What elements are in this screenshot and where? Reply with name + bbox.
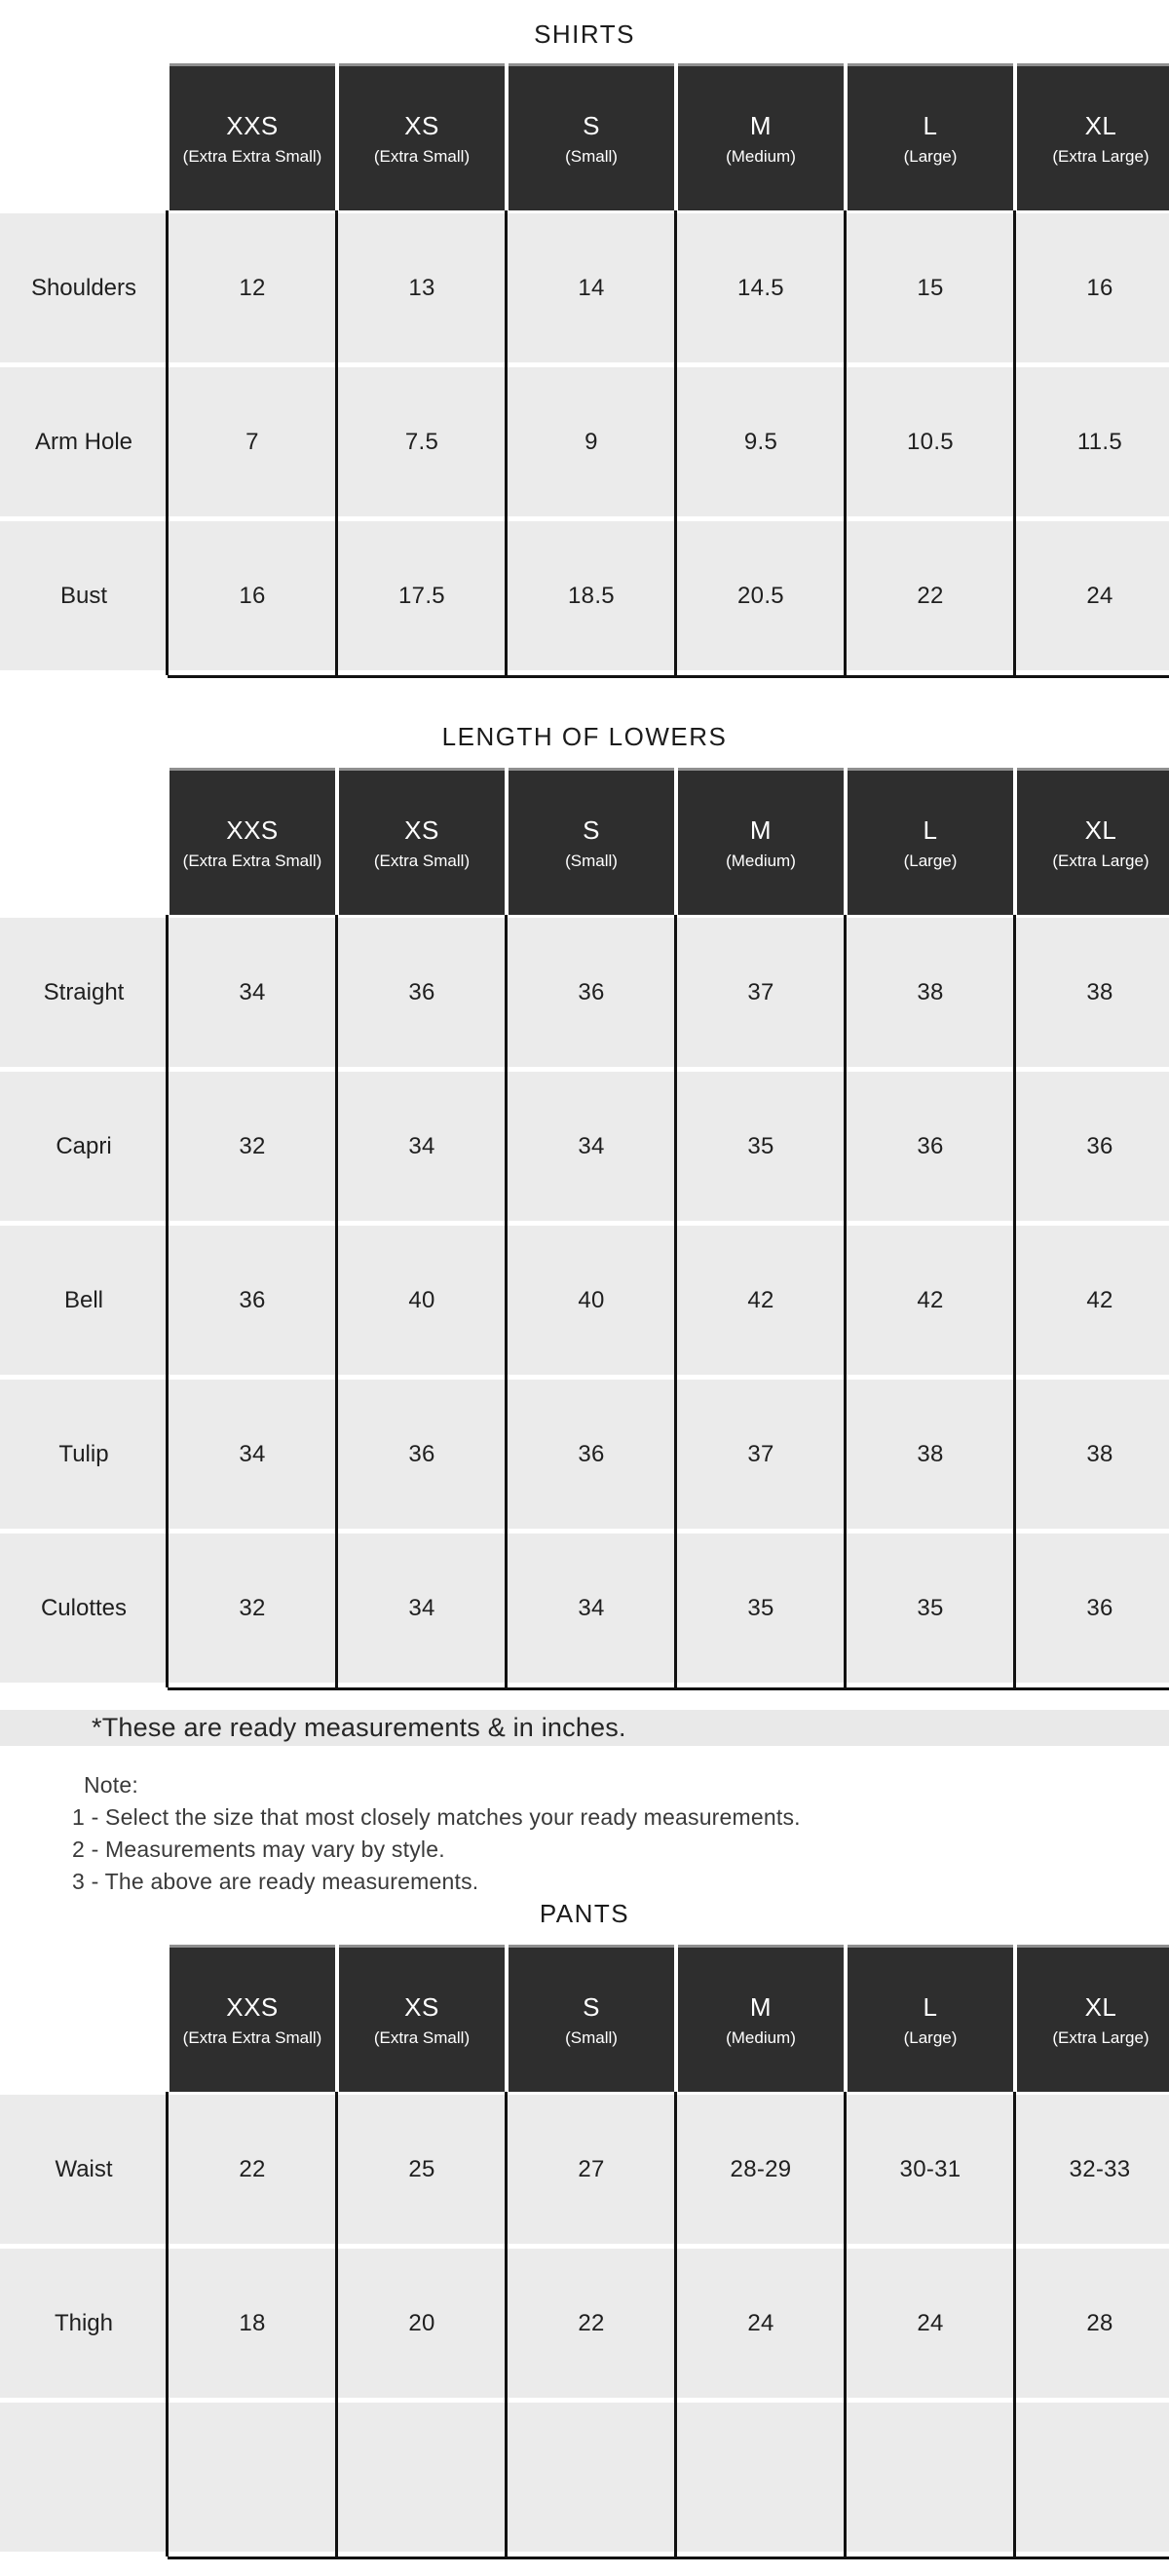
size-column-slot [1015,63,1169,210]
column-border-line [674,210,677,675]
table-row [0,918,1169,1067]
shirts-table-mount [0,21,1169,678]
size-column-slot [846,1945,1015,2092]
row-label: Straight [0,918,168,1067]
table-row [0,1534,1169,1683]
size-full-label: (Large) [903,851,958,870]
size-column-header [848,768,1013,915]
measurement-cell: 11.5 [1015,367,1169,516]
size-abbr-label: S [583,110,600,140]
column-border-line [844,915,847,1687]
length-of-lowers-table-mount [0,724,1169,1690]
size-header-row [0,1945,1169,2092]
size-full-label: (Small) [565,146,618,166]
size-abbr-label: L [923,110,938,140]
size-column-slot [507,63,676,210]
size-column-slot [846,63,1015,210]
header-corner-spacer [0,63,168,210]
table-row [0,1380,1169,1529]
table-body [0,2092,1169,2559]
size-column-header [678,768,844,915]
column-border-line [844,210,847,675]
size-abbr-label: M [749,814,773,845]
size-column-slot [1015,768,1169,915]
measurement-cell [337,2403,507,2552]
size-column-header [1017,63,1169,210]
measurement-cell: 32 [168,1072,337,1221]
measurement-cell: 24 [676,2249,846,2398]
size-chart-section-shirts [0,21,1169,678]
measurement-cell: 34 [507,1534,676,1683]
row-label [0,2403,168,2552]
header-corner-spacer [0,1945,168,2092]
size-column-header [170,63,335,210]
size-full-label: (Extra Small) [373,146,471,166]
size-header-row [0,768,1169,915]
measurement-cell: 38 [1015,918,1169,1067]
measurement-cell: 42 [676,1226,846,1375]
size-column-header [509,1945,674,2092]
measurement-cell: 18.5 [507,521,676,670]
measurement-cell: 13 [337,213,507,362]
measurement-cell [1015,2403,1169,2552]
column-border-line [505,210,508,675]
size-full-label: (Small) [565,851,618,870]
size-column-slot [1015,1945,1169,2092]
size-abbr-label: XXS [226,1991,279,2022]
size-column-slot [507,768,676,915]
size-column-header [848,63,1013,210]
size-table-length-of-lowers [0,768,1169,1690]
measurement-cell: 38 [1015,1380,1169,1529]
measurement-cell: 34 [507,1072,676,1221]
column-border-line [335,210,338,675]
size-full-label: (Medium) [726,851,796,870]
table-row [0,213,1169,362]
size-abbr-label: XL [1084,1991,1117,2022]
size-column-header [339,1945,505,2092]
measurement-cell: 36 [846,1072,1015,1221]
measurement-cell: 36 [1015,1534,1169,1683]
measurement-cell: 24 [1015,521,1169,670]
section-title-pants: PANTS [539,1899,630,1928]
size-column-header [339,63,505,210]
table-row [0,2403,1169,2552]
size-full-label: (Extra Large) [1052,2027,1150,2047]
size-chart-section-pants [0,1901,1169,2559]
note-heading: Note: [84,1772,138,1798]
column-border-line [166,210,169,675]
measurement-cell: 36 [337,1380,507,1529]
size-chart-section-length-of-lowers [0,724,1169,1690]
measurement-cell: 27 [507,2095,676,2244]
row-label: Capri [0,1072,168,1221]
size-column-header [678,1945,844,2092]
size-full-label: (Extra Small) [373,851,471,870]
size-full-label: (Large) [903,2027,958,2047]
measurement-cell: 14 [507,213,676,362]
footnote-text: *These are ready measurements & in inches. [92,1713,626,1742]
measurement-cell: 32 [168,1534,337,1683]
measurement-cell: 32-33 [1015,2095,1169,2244]
row-label: Bust [0,521,168,670]
measurement-cell: 22 [507,2249,676,2398]
size-column-slot [846,768,1015,915]
measurement-cell: 42 [846,1226,1015,1375]
row-label: Waist [0,2095,168,2244]
measurement-cell: 24 [846,2249,1015,2398]
measurement-cell: 34 [168,918,337,1067]
row-label: Bell [0,1226,168,1375]
header-corner-spacer [0,768,168,915]
size-column-slot [168,63,337,210]
measurement-cell: 7.5 [337,367,507,516]
table-row [0,1072,1169,1221]
section-title-length-of-lowers: LENGTH OF LOWERS [441,722,728,751]
measurement-cell: 34 [337,1072,507,1221]
measurement-cell: 12 [168,213,337,362]
measurement-cell [846,2403,1015,2552]
table-bottom-border [168,1687,1169,1690]
row-label: Tulip [0,1380,168,1529]
column-border-line [335,2092,338,2557]
measurement-cell: 37 [676,918,846,1067]
table-body [0,915,1169,1690]
pants-table-mount [0,1901,1169,2559]
measurement-cell: 22 [168,2095,337,2244]
measurement-cell: 40 [337,1226,507,1375]
table-row [0,367,1169,516]
column-border-line [166,2092,169,2557]
table-row [0,521,1169,670]
column-border-line [335,915,338,1687]
size-full-label: (Small) [565,2027,618,2047]
note-line: 1 - Select the size that most closely matches your ready measurements. [72,1804,801,1830]
column-border-line [1013,915,1016,1687]
measurement-cell: 15 [846,213,1015,362]
measurement-cell: 40 [507,1226,676,1375]
size-abbr-label: S [583,814,600,845]
column-border-line [674,915,677,1687]
table-row [0,2095,1169,2244]
size-full-label: (Extra Extra Small) [182,851,322,870]
size-header-row [0,63,1169,210]
note-line: 2 - Measurements may vary by style. [72,1837,445,1862]
size-column-slot [337,768,507,915]
measurement-cell: 34 [337,1534,507,1683]
table-row [0,1226,1169,1375]
size-abbr-label: XS [404,110,439,140]
column-border-line [1013,210,1016,675]
size-column-slot [168,768,337,915]
measurement-cell: 36 [507,918,676,1067]
size-abbr-label: XL [1084,110,1117,140]
measurement-cell: 35 [846,1534,1015,1683]
size-column-header [1017,768,1169,915]
measurement-cell: 36 [337,918,507,1067]
size-full-label: (Extra Large) [1052,146,1150,166]
size-abbr-label: XS [404,814,439,845]
measurement-cell: 20.5 [676,521,846,670]
size-full-label: (Medium) [726,2027,796,2047]
table-bottom-border [168,2557,1169,2559]
measurement-cell: 20 [337,2249,507,2398]
measurement-cell: 38 [846,1380,1015,1529]
size-column-header [170,1945,335,2092]
row-label: Shoulders [0,213,168,362]
row-label: Thigh [0,2249,168,2398]
note-block [0,1769,1169,1898]
size-column-slot [676,63,846,210]
size-column-slot [676,768,846,915]
size-abbr-label: L [923,1991,938,2022]
measurement-cell: 28 [1015,2249,1169,2398]
size-column-header [170,768,335,915]
measurement-cell: 22 [846,521,1015,670]
measurement-cell: 16 [1015,213,1169,362]
size-table-shirts [0,63,1169,678]
measurement-cell: 9 [507,367,676,516]
note-line: 3 - The above are ready measurements. [72,1869,479,1894]
column-border-line [505,2092,508,2557]
size-abbr-label: XXS [226,110,279,140]
measurement-cell: 16 [168,521,337,670]
footnote-bar [0,1710,1169,1746]
size-full-label: (Extra Extra Small) [182,146,322,166]
measurement-cell: 35 [676,1534,846,1683]
measurement-cell: 37 [676,1380,846,1529]
table-body [0,210,1169,678]
size-column-header [848,1945,1013,2092]
size-full-label: (Extra Large) [1052,851,1150,870]
size-column-header [1017,1945,1169,2092]
size-column-header [509,768,674,915]
measurement-cell: 17.5 [337,521,507,670]
measurement-cell: 18 [168,2249,337,2398]
size-full-label: (Large) [903,146,958,166]
measurement-cell: 36 [1015,1072,1169,1221]
measurement-cell: 38 [846,918,1015,1067]
column-border-line [674,2092,677,2557]
size-abbr-label: XL [1084,814,1117,845]
section-title-shirts: SHIRTS [534,19,635,49]
row-label: Culottes [0,1534,168,1683]
measurement-cell [168,2403,337,2552]
measurement-cell: 14.5 [676,213,846,362]
size-abbr-label: M [749,1991,773,2022]
size-table-pants [0,1945,1169,2559]
size-column-header [678,63,844,210]
size-full-label: (Extra Extra Small) [182,2027,322,2047]
column-border-line [505,915,508,1687]
measurement-cell: 36 [168,1226,337,1375]
measurement-cell: 36 [507,1380,676,1529]
measurement-cell: 10.5 [846,367,1015,516]
row-label: Arm Hole [0,367,168,516]
size-column-header [509,63,674,210]
size-column-header [339,768,505,915]
column-border-line [166,915,169,1687]
size-column-slot [676,1945,846,2092]
measurement-cell: 7 [168,367,337,516]
size-abbr-label: XS [404,1991,439,2022]
measurement-cell: 9.5 [676,367,846,516]
size-column-slot [337,63,507,210]
measurement-cell: 30-31 [846,2095,1015,2244]
measurement-cell: 25 [337,2095,507,2244]
size-abbr-label: S [583,1991,600,2022]
table-row [0,2249,1169,2398]
size-full-label: (Medium) [726,146,796,166]
measurement-cell [507,2403,676,2552]
measurement-cell: 34 [168,1380,337,1529]
size-column-slot [507,1945,676,2092]
size-abbr-label: L [923,814,938,845]
measurement-cell: 42 [1015,1226,1169,1375]
column-border-line [844,2092,847,2557]
size-abbr-label: M [749,110,773,140]
size-abbr-label: XXS [226,814,279,845]
column-border-line [1013,2092,1016,2557]
size-column-slot [168,1945,337,2092]
size-column-slot [337,1945,507,2092]
measurement-cell: 28-29 [676,2095,846,2244]
measurement-cell [676,2403,846,2552]
size-full-label: (Extra Small) [373,2027,471,2047]
measurement-cell: 35 [676,1072,846,1221]
table-bottom-border [168,675,1169,678]
